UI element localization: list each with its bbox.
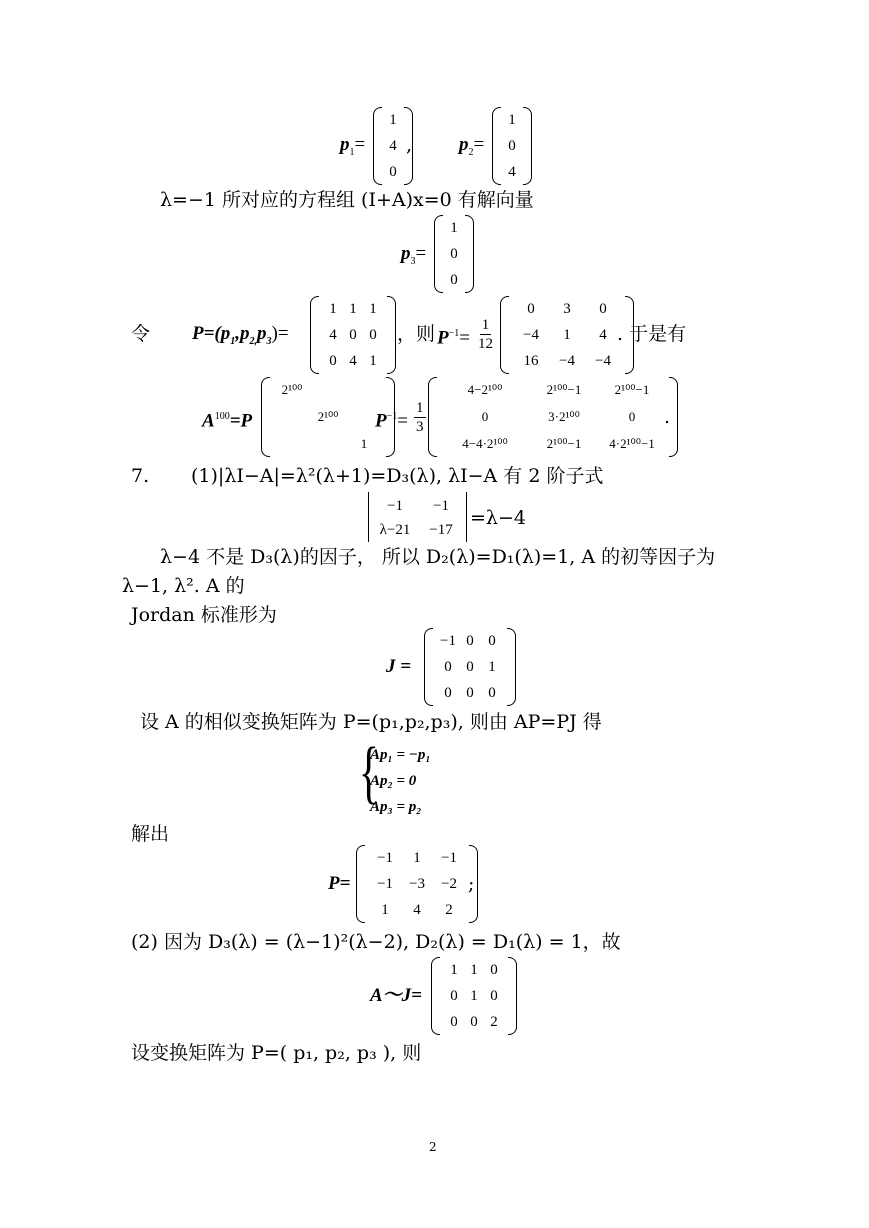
p1-label: $p_1=$ xyxy=(340,134,366,158)
P2-label: P= xyxy=(328,873,351,894)
J-label: J = xyxy=(386,656,412,677)
text-similar: 设 A 的相似变换矩阵为 P=(p₁,p₂,p₃), 则由 AP=PJ 得 xyxy=(140,711,602,733)
A100-period: . xyxy=(664,406,671,428)
matrix-P: 1 1 1 4 0 0 0 4 1 xyxy=(310,296,396,374)
P2-semicolon: ; xyxy=(468,873,475,895)
det-right-bar xyxy=(466,492,467,542)
matrix-p3: 1 0 0 xyxy=(434,215,474,293)
fraction-1-12: $\frac{1}{12}$ xyxy=(478,317,493,352)
AJ-label: A～J= xyxy=(370,985,422,1006)
Pinv-label: $P^{-1}=$ xyxy=(437,327,470,349)
A100-label: $A^{100}=P$ xyxy=(202,410,253,432)
matrix-diag: 2¹⁰⁰ 2¹⁰⁰ 1 xyxy=(261,377,395,457)
matrix-p2: 1 0 4 xyxy=(492,107,532,185)
text-last: 设变换矩阵为 P=( p₁, p₂, p₃ ), 则 xyxy=(131,1042,422,1064)
p2-label: $p_2=$ xyxy=(459,134,485,158)
item-7-number: 7. xyxy=(131,465,150,487)
page-number: 2 xyxy=(429,1140,437,1154)
item-7-text: (1)|λI−A|=λ²(λ+1)=D₃(λ), λI−A 有 2 阶子式 xyxy=(191,465,604,487)
fraction-1-3: $\frac{1}{3}$ xyxy=(416,400,424,435)
det-left-bar xyxy=(368,492,369,542)
matrix-P-solved: −1 1 −1 −1 −3 −2 1 4 2 xyxy=(356,845,478,923)
text-factor: λ−4 不是 D₃(λ)的因子， 所以 D₂(λ)=D₁(λ)=1, A 的初等因子为 xyxy=(160,546,716,568)
text-jordan: Jordan 标准形为 xyxy=(131,604,277,626)
p1-comma: , xyxy=(406,134,413,156)
matrix-AJ: 1 1 0 0 1 0 0 0 2 xyxy=(431,957,517,1035)
matrix-A100: 4−2¹⁰⁰ 2¹⁰⁰−1 2¹⁰⁰−1 0 3·2¹⁰⁰ 0 4−4·2¹⁰⁰ 2¹⁰⁰−1 4·2¹⁰⁰−1 xyxy=(428,377,678,457)
equation-system: Ap₁ = −p₁ Ap₂ = 0 Ap₃ = p₂ xyxy=(370,747,431,815)
matrix-Pinv: 0 3 0 −4 1 4 16 −4 −4 xyxy=(500,296,634,374)
p3-label: $p_3=$ xyxy=(401,243,427,267)
P-definition: $P=(p_1,p_{2,}p_3)=$ xyxy=(192,323,289,347)
det-minor: −1 −1 λ−21 −17 xyxy=(379,498,453,538)
text-solve: 解出 xyxy=(131,823,170,845)
text-ling: 令 xyxy=(131,323,151,345)
det-result: =λ−4 xyxy=(470,507,526,529)
text-then: ，则 xyxy=(397,323,436,345)
text-lambda-minus1: λ=−1 所对应的方程组 (I+A)x=0 有解向量 xyxy=(160,189,534,211)
A100-Pinv-label: $P^{-1}=$ xyxy=(375,410,408,432)
system-brace: { xyxy=(358,734,379,811)
text-part2: (2) 因为 D₃(λ) = (λ−1)²(λ−2), D₂(λ) = D₁(λ) = 1，故 xyxy=(131,931,621,953)
matrix-p1: 1 4 0 xyxy=(373,107,413,185)
text-factor2: λ−1, λ². A 的 xyxy=(122,575,245,597)
matrix-J: −1 0 0 0 0 1 0 0 0 xyxy=(424,628,516,706)
text-yushiyou: . 于是有 xyxy=(617,323,687,345)
